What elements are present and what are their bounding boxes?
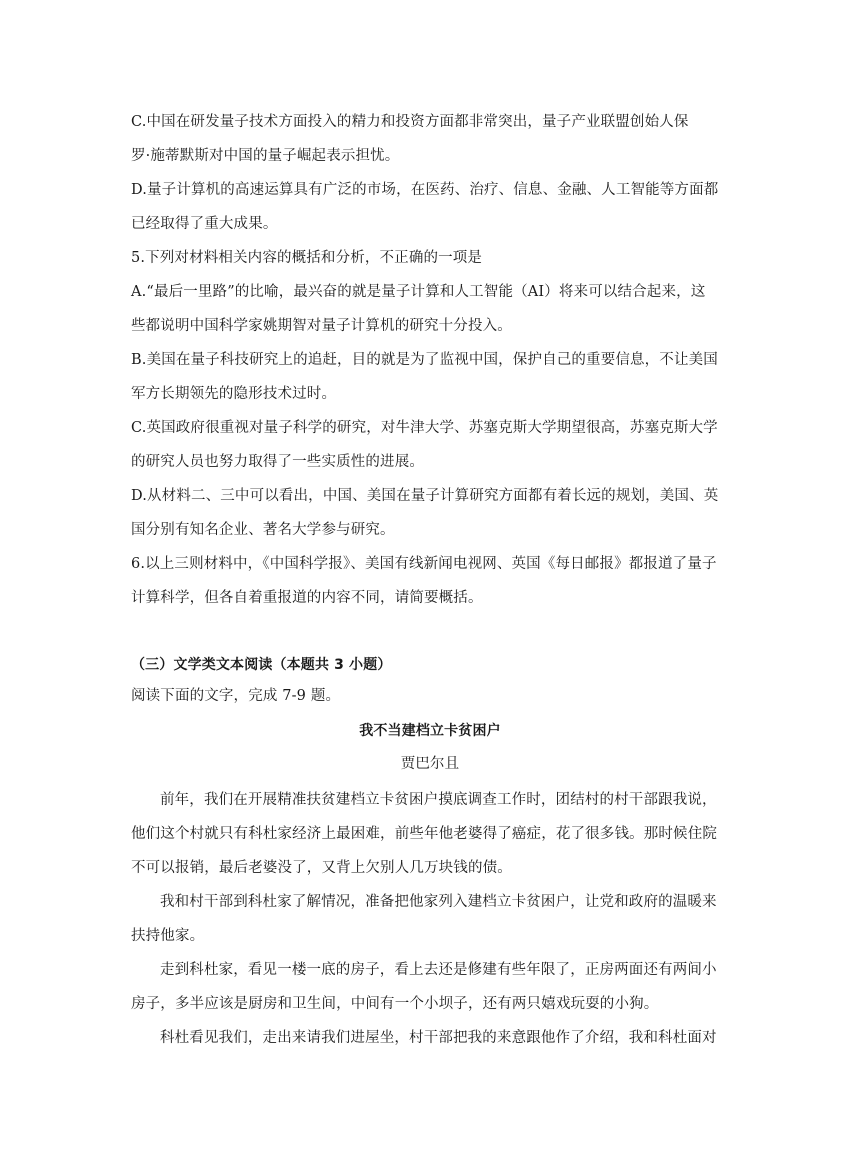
q5-stem: 5.下列对材料相关内容的概括和分析，不正确的一项是 [131, 250, 483, 266]
reading-instruction: 阅读下面的文字，完成 7-9 题。 [131, 688, 341, 704]
q5-option-b-line-2: 军方长期领先的隐形技术过时。 [131, 386, 337, 402]
paragraph-1-line-3: 不可以报销，最后老婆没了，又背上欠别人几万块钱的债。 [131, 860, 512, 876]
paragraph-1-line-1: 前年，我们在开展精准扶贫建档立卡贫困户摸底调查工作时，团结村的村干部跟我说， [160, 792, 717, 808]
q4-option-c-line-2: 罗·施蒂默斯对中国的量子崛起表示担忧。 [131, 148, 400, 164]
q5-option-c-line-2: 的研究人员也努力取得了一些实质性的进展。 [131, 454, 424, 470]
story-author: 贾巴尔且 [400, 756, 460, 772]
paragraph-2-line-2: 扶持他家。 [131, 928, 205, 944]
q5-option-d-line-1: D.从材料二、三中可以看出，中国、美国在量子计算研究方面都有着长远的规划，美国、英 [131, 488, 719, 504]
paragraph-4-line-1: 科杜看见我们，走出来请我们进屋坐，村干部把我的来意跟他作了介绍，我和科杜面对 [160, 1030, 717, 1046]
q5-option-d-line-2: 国分别有知名企业、著名大学参与研究。 [131, 522, 395, 538]
q6-stem-line-2: 计算科学，但各自着重报道的内容不同，请简要概括。 [131, 590, 483, 606]
q5-option-a-line-1: A.“最后一里路”的比喻，最兴奋的就是量子计算和人工智能（AI）将来可以结合起来，这 [131, 284, 706, 300]
q5-option-a-line-2: 些都说明中国科学家姚期智对量子计算机的研究十分投入。 [131, 318, 512, 334]
story-title: 我不当建档立卡贫困户 [359, 723, 501, 739]
section-heading: （三）文学类文本阅读（本题共 3 小题） [131, 657, 392, 673]
q4-option-d-line-1: D.量子计算机的高速运算具有广泛的市场，在医药、治疗、信息、金融、人工智能等方面都 [131, 182, 719, 198]
q4-option-c-line-1: C.中国在研发量子技术方面投入的精力和投资方面都非常突出，量子产业联盟创始人保 [131, 114, 689, 130]
q5-option-b-line-1: B.美国在量子科技研究上的追赶，目的就是为了监视中国，保护自己的重要信息，不让美国 [131, 352, 718, 368]
paragraph-1-line-2: 他们这个村就只有科杜家经济上最困难，前些年他老婆得了癌症，花了很多钱。那时候住院 [131, 826, 717, 842]
q5-option-c-line-1: C.英国政府很重视对量子科学的研究，对牛津大学、苏塞克斯大学期望很高，苏塞克斯大学 [131, 420, 718, 436]
paragraph-3-line-1: 走到科杜家，看见一楼一底的房子，看上去还是修建有些年限了，正房两面还有两间小 [160, 962, 717, 978]
q6-stem-line-1: 6.以上三则材料中，《中国科学报》、美国有线新闻电视网、英国《每日邮报》都报道了量子 [131, 556, 717, 572]
paragraph-2-line-1: 我和村干部到科杜家了解情况，准备把他家列入建档立卡贫困户，让党和政府的温暖来 [160, 894, 717, 910]
q4-option-d-line-2: 已经取得了重大成果。 [131, 216, 278, 232]
paragraph-3-line-2: 房子，多半应该是厨房和卫生间，中间有一个小坝子，还有两只嬉戏玩耍的小狗。 [131, 996, 659, 1012]
